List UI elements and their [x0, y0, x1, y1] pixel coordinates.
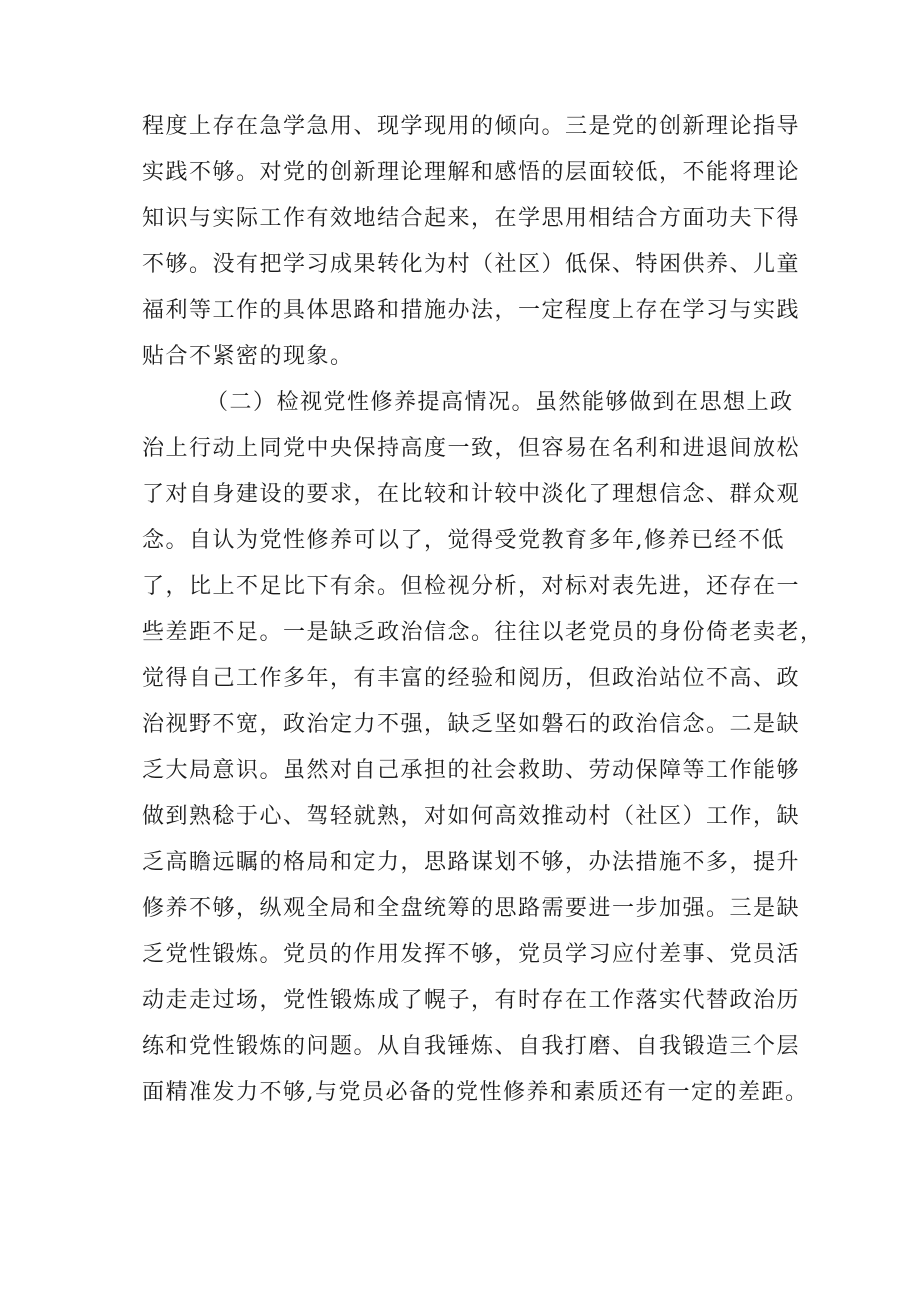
text-line-heading: （二）检视党性修养提高情况。虽然能够做到在思想上政 — [206, 390, 794, 415]
text-line: 知识与实际工作有效地结合起来，在学思用相结合方面功夫下得 — [142, 206, 801, 231]
text-line: 乏高瞻远瞩的格局和定力，思路谋划不够，办法措施不多，提升 — [142, 850, 801, 875]
text-line: 动走走过场，党性锻炼成了幌子，有时存在工作落实代替政治历 — [142, 988, 801, 1013]
document-page — [142, 104, 824, 1116]
text-line: 乏大局意识。虽然对自己承担的社会救助、劳动保障等工作能够 — [142, 758, 801, 783]
text-line: 治上行动上同党中央保持高度一致，但容易在名利和进退间放松 — [142, 436, 801, 461]
text-line: 做到熟稔于心、驾轻就熟，对如何高效推动村（社区）工作，缺 — [142, 804, 801, 829]
text-line: 修养不够，纵观全局和全盘统筹的思路需要进一步加强。三是缺 — [142, 896, 801, 921]
text-line: 治视野不宽，政治定力不强，缺乏坚如磐石的政治信念。二是缺 — [142, 712, 801, 737]
text-line: 练和党性锻炼的问题。从自我锤炼、自我打磨、自我锻造三个层 — [142, 1034, 801, 1059]
text-line: 念。自认为党性修养可以了，觉得受党教育多年,修养已经不低 — [142, 528, 785, 553]
paragraph-party-spirit — [142, 380, 824, 1116]
text-line: 了，比上不足比下有余。但检视分析，对标对表先进，还存在一 — [142, 574, 801, 599]
text-line: 面精准发力不够,与党员必备的党性修养和素质还有一定的差距。 — [142, 1080, 809, 1105]
text-line: 些差距不足。一是缺乏政治信念。往往以老党员的身份倚老卖老， — [142, 620, 824, 645]
text-line: 觉得自己工作多年，有丰富的经验和阅历，但政治站位不高、政 — [142, 666, 801, 691]
paragraph-study-practice — [142, 104, 801, 380]
text-line: 福利等工作的具体思路和措施办法，一定程度上存在学习与实践 — [142, 298, 801, 323]
text-line: 实践不够。对党的创新理论理解和感悟的层面较低，不能将理论 — [142, 160, 801, 185]
text-line: 乏党性锻炼。党员的作用发挥不够，党员学习应付差事、党员活 — [142, 942, 801, 967]
text-line: 贴合不紧密的现象。 — [142, 344, 354, 369]
text-line: 不够。没有把学习成果转化为村（社区）低保、特困供养、儿童 — [142, 252, 801, 277]
text-line: 程度上存在急学急用、现学现用的倾向。三是党的创新理论指导 — [142, 114, 801, 139]
text-line: 了对自身建设的要求，在比较和计较中淡化了理想信念、群众观 — [142, 482, 801, 507]
